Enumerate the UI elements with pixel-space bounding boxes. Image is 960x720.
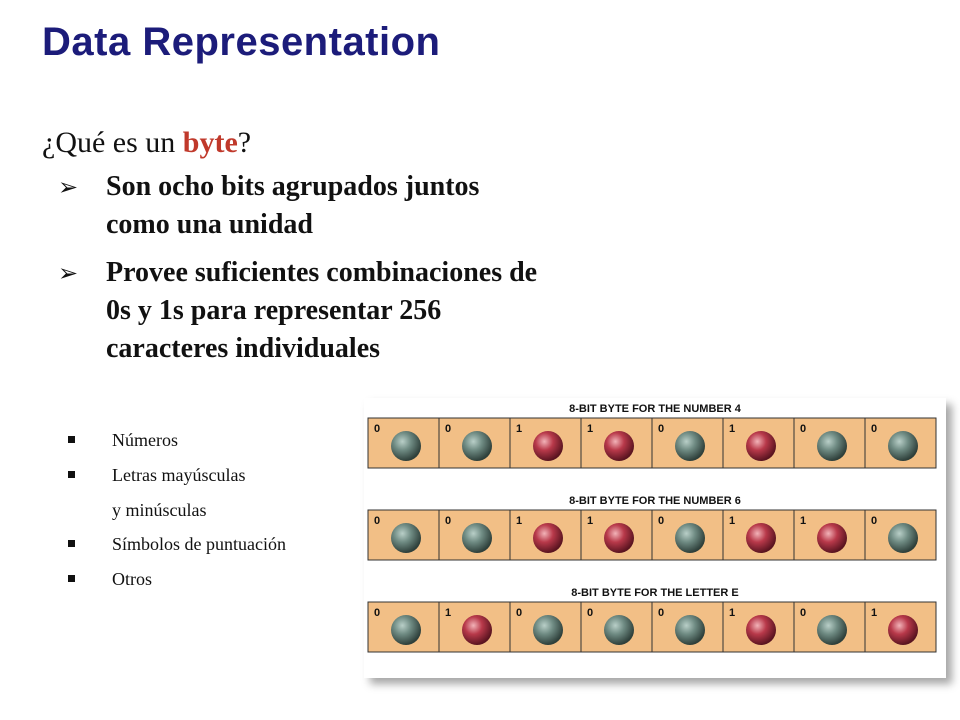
question-line (42, 126, 251, 160)
square-bullet-icon (68, 540, 75, 547)
bit-zero-ball-icon (391, 615, 421, 645)
subitem-text: Números (112, 430, 178, 450)
bullet-1-line-2: como una unidad (106, 209, 313, 240)
question-keyword: byte (182, 126, 238, 159)
subitem-text: Otros (112, 569, 152, 589)
byte-diagram (364, 398, 946, 678)
subitem-text: Letras mayúsculas (112, 465, 246, 485)
byte-row-label: 8-BIT BYTE FOR THE NUMBER 4 (569, 403, 741, 415)
question-suffix: ? (237, 126, 252, 159)
bit-zero-ball-icon (675, 615, 705, 645)
bit-zero-ball-icon (462, 431, 492, 461)
bit-value-label: 0 (374, 515, 381, 527)
question-prefix: ¿Qué es un (42, 126, 183, 159)
bit-value-label: 0 (871, 423, 878, 435)
subitem-simbolos (74, 532, 286, 556)
bit-one-ball-icon (533, 431, 563, 461)
bit-value-label: 0 (871, 515, 878, 527)
bit-value-label: 1 (587, 515, 594, 527)
subitem-letras (74, 463, 245, 487)
bit-one-ball-icon (746, 431, 776, 461)
bit-value-label: 1 (871, 607, 878, 619)
bit-one-ball-icon (817, 523, 847, 553)
byte-row-label: 8-BIT BYTE FOR THE LETTER E (571, 587, 739, 599)
subitem-text: y minúsculas (112, 500, 207, 520)
bullet-1-line-1: Son ocho bits agrupados juntos (106, 171, 480, 202)
bullet-2-line-1: Provee suficientes combinaciones de (106, 257, 538, 288)
bit-value-label: 1 (445, 607, 452, 619)
square-bullet-icon (68, 436, 75, 443)
subitem-minusculas (74, 498, 207, 522)
bit-zero-ball-icon (817, 615, 847, 645)
square-bullet-icon (68, 575, 75, 582)
bit-zero-ball-icon (817, 431, 847, 461)
bit-zero-ball-icon (675, 523, 705, 553)
bit-value-label: 1 (516, 423, 523, 435)
bit-one-ball-icon (462, 615, 492, 645)
bit-value-label: 0 (445, 423, 452, 435)
bit-one-ball-icon (888, 615, 918, 645)
bit-value-label: 1 (729, 515, 736, 527)
bit-value-label: 1 (516, 515, 523, 527)
bit-value-label: 0 (445, 515, 452, 527)
bit-zero-ball-icon (888, 523, 918, 553)
bit-value-label: 0 (658, 515, 665, 527)
bit-zero-ball-icon (462, 523, 492, 553)
bit-value-label: 0 (374, 423, 381, 435)
bullet-2 (58, 254, 658, 368)
bit-value-label: 0 (374, 607, 381, 619)
bit-zero-ball-icon (888, 431, 918, 461)
bit-zero-ball-icon (604, 615, 634, 645)
bit-value-label: 0 (516, 607, 523, 619)
byte-row-label: 8-BIT BYTE FOR THE NUMBER 6 (569, 495, 741, 507)
byte-figure (364, 398, 946, 678)
bit-zero-ball-icon (675, 431, 705, 461)
bit-zero-ball-icon (391, 523, 421, 553)
bit-value-label: 1 (729, 423, 736, 435)
bit-zero-ball-icon (391, 431, 421, 461)
subitem-text: Símbolos de puntuación (112, 534, 286, 554)
arrow-bullet-icon: ➢ (58, 173, 79, 201)
bit-value-label: 0 (587, 607, 594, 619)
bit-value-label: 0 (800, 423, 807, 435)
bit-value-label: 1 (729, 607, 736, 619)
slide-title: Data Representation (42, 20, 441, 64)
bit-value-label: 1 (587, 423, 594, 435)
bit-value-label: 0 (658, 423, 665, 435)
bullet-2-line-2: 0s y 1s para representar 256 (106, 295, 442, 326)
bit-value-label: 0 (800, 607, 807, 619)
arrow-bullet-icon: ➢ (58, 259, 79, 287)
bit-one-ball-icon (533, 523, 563, 553)
bit-value-label: 1 (800, 515, 807, 527)
bit-one-ball-icon (746, 615, 776, 645)
subitem-numeros (74, 428, 178, 452)
square-bullet-icon (68, 471, 75, 478)
bullet-2-line-3: caracteres individuales (106, 333, 381, 364)
bit-one-ball-icon (604, 523, 634, 553)
bit-one-ball-icon (604, 431, 634, 461)
subitem-otros (74, 567, 152, 591)
bullet-1 (58, 168, 658, 244)
bit-zero-ball-icon (533, 615, 563, 645)
bit-one-ball-icon (746, 523, 776, 553)
bit-value-label: 0 (658, 607, 665, 619)
